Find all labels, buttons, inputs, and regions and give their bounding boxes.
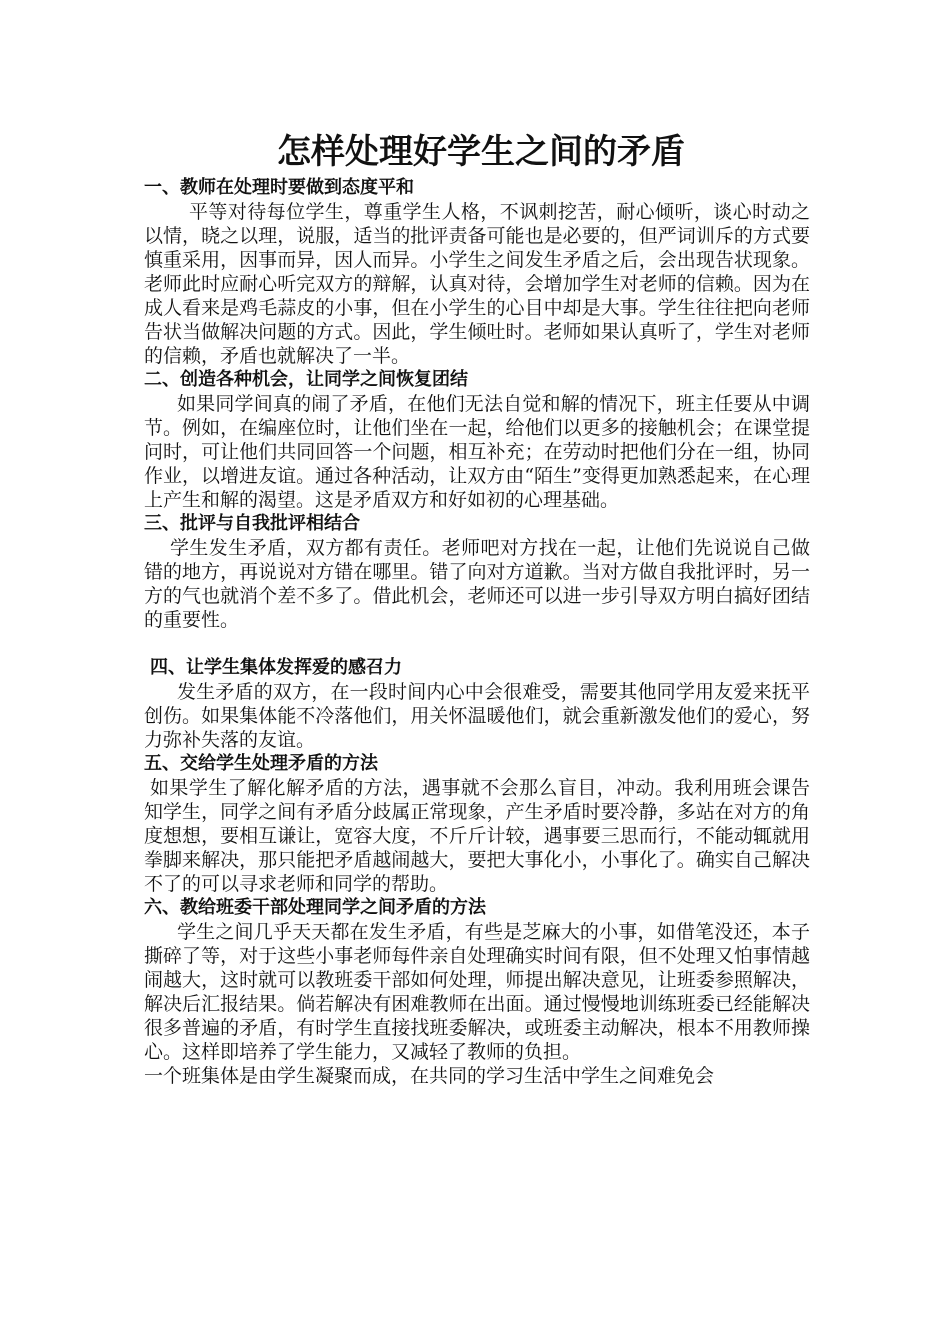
section-heading-3: 三、批评与自我批评相结合	[144, 513, 360, 534]
section-body-6: 学生之间几乎天天都在发生矛盾，有些是芝麻大的小事，如借笔没还，本子撕碎了等，对于这些小事老师每件亲自处理确实时间有限，但不处理又怕事情越闹越大，这时就可以教班委干部如何处理，师提出解决意见，让班委参照解决，解决后汇报结果。倘若解决有困难教师在出面。通过慢慢地训练班委已经能解决很多普遍的矛盾，有时学生直接找班委解决，或班委主动解决，根本不用教师操心。这样即培养了学生能力，又减轻了教师的负担。	[144, 921, 810, 1063]
document-title: 怎样处理好学生之间的矛盾	[277, 132, 685, 172]
section-heading-1: 一、教师在处理时要做到态度平和	[144, 177, 414, 198]
section-heading-4: 四、让学生集体发挥爱的感召力	[150, 657, 402, 678]
section-heading-2: 二、创造各种机会，让同学之间恢复团结	[144, 369, 468, 390]
section-heading-6: 六、教给班委干部处理同学之间矛盾的方法	[144, 897, 486, 918]
blank-line	[144, 632, 810, 656]
section-body-1: 平等对待每位学生，尊重学生人格，不讽刺挖苦，耐心倾听，谈心时动之以情，晓之以理，说服，适当的批评责备可能也是必要的，但严词训斥的方式要慎重采用，因事而异，因人而异。小学生之间发生矛盾之后，会出现告状现象。老师此时应耐心听完双方的辩解，认真对待，会增加学生对老师的信赖。因为在成人看来是鸡毛蒜皮的小事，但在小学生的心目中却是大事。学生往往把向老师告状当做解决问题的方式。因此，学生倾吐时。老师如果认真听了，学生对老师的信赖，矛盾也就解决了一半。	[144, 201, 810, 367]
closing-paragraph: 一个班集体是由学生凝聚而成，在共同的学习生活中学生之间难免会	[144, 1065, 715, 1087]
section-body-3: 学生发生矛盾，双方都有责任。老师吧对方找在一起，让他们先说说自己做错的地方，再说说对方错在哪里。错了向对方道歉。当对方做自我批评时，另一方的气也就消个差不多了。借此机会，老师还可以进一步引导双方明白搞好团结的重要性。	[144, 537, 810, 631]
section-heading-5: 五、交给学生处理矛盾的方法	[144, 753, 378, 774]
document-body	[144, 128, 810, 1088]
section-body-4: 发生矛盾的双方，在一段时间内心中会很难受，需要其他同学用友爱来抚平创伤。如果集体能不冷落他们，用关怀温暖他们，就会重新激发他们的爱心，努力弥补失落的友谊。	[144, 681, 810, 751]
section-body-2: 如果同学间真的闹了矛盾，在他们无法自觉和解的情况下，班主任要从中调节。例如，在编座位时，让他们坐在一起，给他们以更多的接触机会；在课堂提问时，可让他们共同回答一个问题，相互补充；在劳动时把他们分在一组，协同作业，以增进友谊。通过各种活动，让双方由“陌生”变得更加熟悉起来，在心理上产生和解的渴望。这是矛盾双方和好如初的心理基础。	[144, 393, 810, 511]
section-body-5: 如果学生了解化解矛盾的方法，遇事就不会那么盲目，冲动。我利用班会课告知学生，同学之间有矛盾分歧属正常现象，产生矛盾时要冷静，多站在对方的角度想想，要相互谦让，宽容大度，不斤斤计较，遇事要三思而行，不能动辄就用拳脚来解决，那只能把矛盾越闹越大，要把大事化小，小事化了。确实自己解决不了的可以寻求老师和同学的帮助。	[144, 777, 810, 895]
